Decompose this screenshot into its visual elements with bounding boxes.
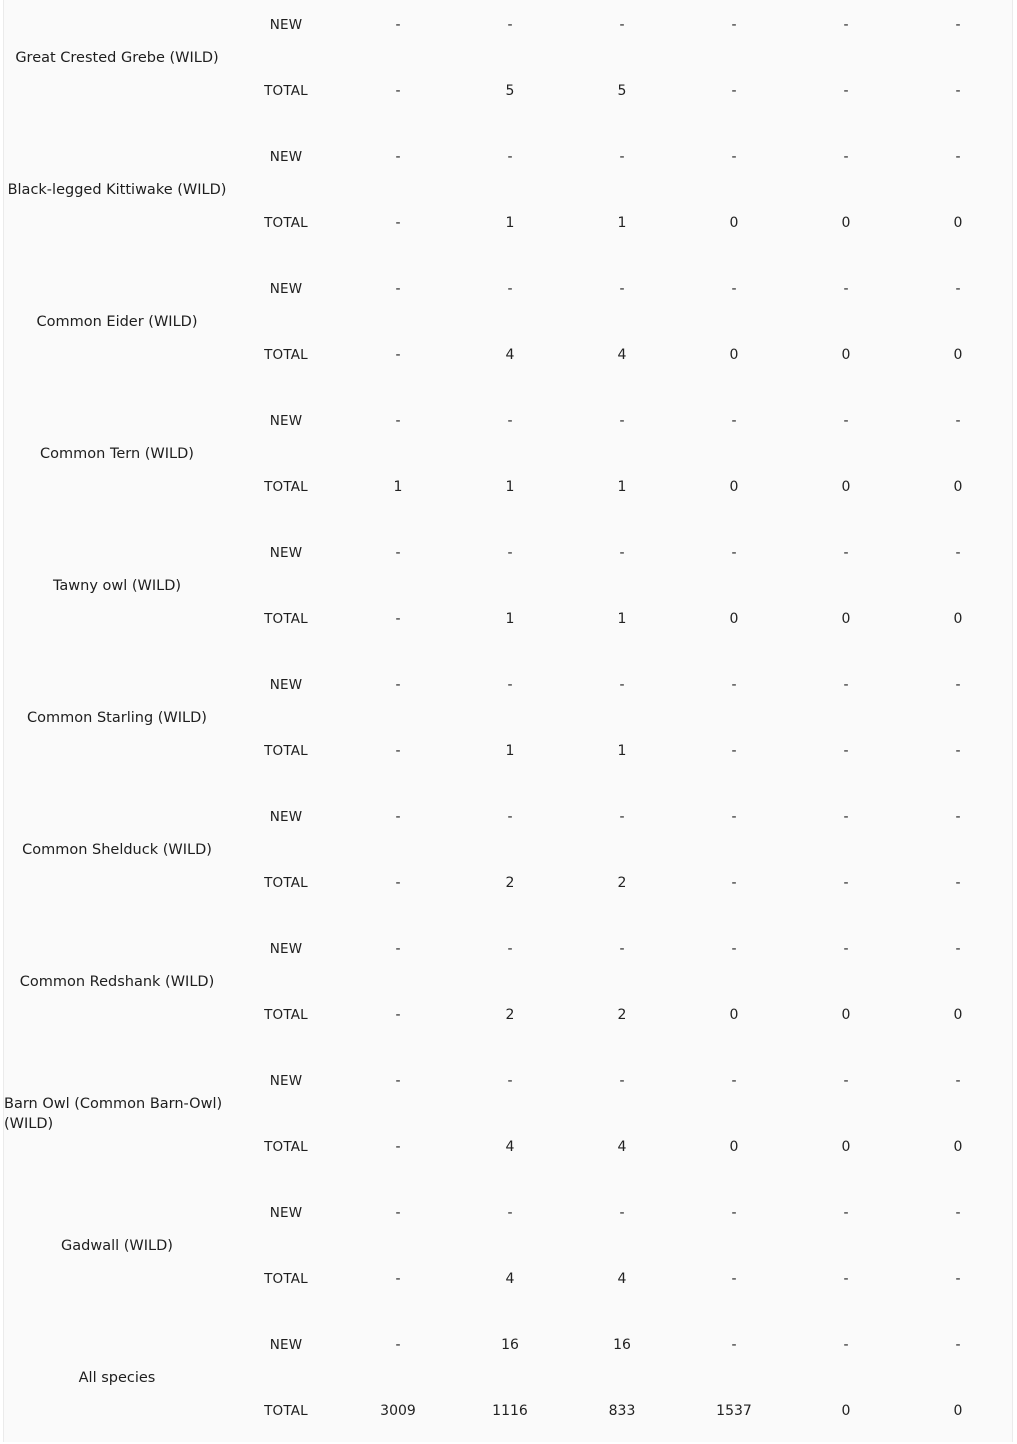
value-cell: - — [395, 545, 401, 561]
value-cell: 4 — [505, 347, 515, 363]
value-cell: - — [395, 809, 401, 825]
value-cell: 0 — [953, 1139, 963, 1155]
value-cell: 1 — [505, 743, 515, 759]
table-row-new — [4, 1312, 1014, 1378]
value-cell: - — [731, 1205, 737, 1221]
value-cell: - — [955, 809, 961, 825]
value-cell: 0 — [729, 215, 739, 231]
species-name: Common Shelduck (WILD) — [22, 842, 212, 858]
total-label: TOTAL — [264, 215, 308, 231]
value-cell: - — [843, 809, 849, 825]
value-cell: 0 — [953, 1007, 963, 1023]
value-cell: - — [395, 83, 401, 99]
value-cell: 4 — [617, 1271, 627, 1287]
value-cell: - — [843, 677, 849, 693]
value-cell: - — [955, 413, 961, 429]
table-row-new — [4, 388, 1014, 454]
value-cell: - — [731, 83, 737, 99]
value-cell: - — [507, 941, 513, 957]
value-cell: 0 — [953, 611, 963, 627]
total-label: TOTAL — [264, 743, 308, 759]
value-cell: - — [507, 17, 513, 33]
value-cell: - — [395, 347, 401, 363]
value-cell: 5 — [617, 83, 627, 99]
value-cell: - — [619, 149, 625, 165]
species-name: Barn Owl (Common Barn-Owl) (WILD) — [4, 1096, 223, 1132]
value-cell: - — [955, 1271, 961, 1287]
value-cell: - — [955, 941, 961, 957]
species-name: Great Crested Grebe (WILD) — [15, 50, 219, 66]
value-cell: - — [843, 743, 849, 759]
value-cell: - — [395, 1073, 401, 1089]
species-name: Common Eider (WILD) — [36, 314, 198, 330]
value-cell: - — [619, 1073, 625, 1089]
value-cell: 0 — [953, 1403, 963, 1419]
value-cell: - — [507, 149, 513, 165]
value-cell: - — [507, 1205, 513, 1221]
value-cell: 16 — [613, 1337, 631, 1353]
value-cell: - — [395, 149, 401, 165]
total-label: TOTAL — [264, 1139, 308, 1155]
species-name: Common Tern (WILD) — [40, 446, 194, 462]
value-cell: 1 — [393, 479, 403, 495]
value-cell: - — [395, 1007, 401, 1023]
value-cell: - — [731, 17, 737, 33]
value-cell: - — [395, 1337, 401, 1353]
new-label: NEW — [269, 545, 303, 561]
total-label: TOTAL — [264, 83, 308, 99]
value-cell: 833 — [608, 1403, 636, 1419]
value-cell: - — [843, 149, 849, 165]
value-cell: - — [955, 1073, 961, 1089]
table-row-new — [4, 916, 1014, 982]
value-cell: 0 — [729, 347, 739, 363]
total-label: TOTAL — [264, 611, 308, 627]
value-cell: - — [843, 1205, 849, 1221]
new-label: NEW — [269, 941, 303, 957]
value-cell: 0 — [729, 1007, 739, 1023]
value-cell: - — [507, 281, 513, 297]
table-row-new — [4, 256, 1014, 322]
table-row-new — [4, 520, 1014, 586]
value-cell: 4 — [617, 1139, 627, 1155]
species-name: Common Starling (WILD) — [27, 710, 207, 726]
value-cell: - — [731, 1337, 737, 1353]
value-cell: 2 — [505, 1007, 515, 1023]
table-row-new — [4, 1048, 1014, 1114]
value-cell: - — [395, 941, 401, 957]
value-cell: - — [619, 1205, 625, 1221]
new-label: NEW — [269, 413, 303, 429]
value-cell: - — [731, 413, 737, 429]
table-row-new — [4, 1180, 1014, 1246]
value-cell: - — [619, 413, 625, 429]
value-cell: - — [395, 281, 401, 297]
value-cell: 0 — [953, 215, 963, 231]
value-cell: - — [955, 1337, 961, 1353]
species-name: Tawny owl (WILD) — [52, 578, 182, 594]
value-cell: - — [619, 281, 625, 297]
species-name: Gadwall (WILD) — [61, 1238, 173, 1254]
species-name: Black-legged Kittiwake (WILD) — [7, 182, 227, 198]
species-stats-body — [4, 0, 1014, 1444]
total-label: TOTAL — [264, 875, 308, 891]
value-cell: - — [731, 149, 737, 165]
value-cell: - — [731, 809, 737, 825]
total-label: TOTAL — [264, 1007, 308, 1023]
value-cell: 0 — [841, 479, 851, 495]
value-cell: 0 — [729, 479, 739, 495]
value-cell: 0 — [841, 1403, 851, 1419]
value-cell: - — [731, 677, 737, 693]
value-cell: 1116 — [492, 1403, 528, 1419]
value-cell: 2 — [505, 875, 515, 891]
value-cell: 0 — [841, 347, 851, 363]
table-row-new — [4, 784, 1014, 850]
value-cell: - — [843, 1271, 849, 1287]
value-cell: - — [843, 281, 849, 297]
value-cell: - — [955, 875, 961, 891]
value-cell: - — [843, 17, 849, 33]
new-label: NEW — [269, 1205, 303, 1221]
value-cell: 0 — [841, 1007, 851, 1023]
value-cell: - — [507, 545, 513, 561]
value-cell: - — [619, 17, 625, 33]
value-cell: - — [395, 875, 401, 891]
value-cell: 5 — [505, 83, 515, 99]
table-row-new — [4, 652, 1014, 718]
value-cell: - — [731, 743, 737, 759]
new-label: NEW — [269, 1073, 303, 1089]
value-cell: 3009 — [380, 1403, 416, 1419]
value-cell: 2 — [617, 1007, 627, 1023]
value-cell: - — [507, 677, 513, 693]
value-cell: - — [731, 1073, 737, 1089]
value-cell: - — [395, 1205, 401, 1221]
value-cell: - — [843, 413, 849, 429]
value-cell: - — [395, 677, 401, 693]
value-cell: - — [507, 413, 513, 429]
value-cell: - — [955, 83, 961, 99]
value-cell: - — [395, 17, 401, 33]
new-label: NEW — [269, 149, 303, 165]
value-cell: - — [955, 149, 961, 165]
value-cell: 1 — [505, 479, 515, 495]
species-stats-panel — [3, 0, 1013, 1442]
value-cell: - — [619, 809, 625, 825]
value-cell: - — [843, 941, 849, 957]
value-cell: - — [955, 17, 961, 33]
new-label: NEW — [269, 17, 303, 33]
value-cell: - — [507, 809, 513, 825]
value-cell: - — [955, 677, 961, 693]
value-cell: - — [395, 611, 401, 627]
new-label: NEW — [269, 809, 303, 825]
total-label: TOTAL — [264, 347, 308, 363]
total-label: TOTAL — [264, 479, 308, 495]
value-cell: 1 — [505, 215, 515, 231]
species-name: Common Redshank (WILD) — [19, 974, 215, 990]
value-cell: - — [843, 83, 849, 99]
value-cell: - — [395, 215, 401, 231]
table-row-new — [4, 0, 1014, 58]
value-cell: 0 — [841, 215, 851, 231]
value-cell: - — [843, 875, 849, 891]
value-cell: - — [843, 1073, 849, 1089]
value-cell: 2 — [617, 875, 627, 891]
value-cell: - — [955, 1205, 961, 1221]
value-cell: 0 — [841, 611, 851, 627]
value-cell: - — [731, 545, 737, 561]
value-cell: 0 — [953, 347, 963, 363]
value-cell: - — [619, 941, 625, 957]
value-cell: 1 — [617, 743, 627, 759]
value-cell: - — [731, 875, 737, 891]
value-cell: - — [395, 743, 401, 759]
value-cell: 16 — [501, 1337, 519, 1353]
value-cell: - — [843, 545, 849, 561]
value-cell: 4 — [505, 1271, 515, 1287]
value-cell: 0 — [841, 1139, 851, 1155]
species-name: All species — [78, 1370, 156, 1386]
value-cell: - — [731, 1271, 737, 1287]
value-cell: - — [395, 413, 401, 429]
value-cell: - — [731, 941, 737, 957]
value-cell: - — [619, 545, 625, 561]
new-label: NEW — [269, 1337, 303, 1353]
value-cell: - — [955, 545, 961, 561]
value-cell: - — [395, 1139, 401, 1155]
value-cell: 0 — [729, 1139, 739, 1155]
new-label: NEW — [269, 281, 303, 297]
value-cell: 1 — [617, 611, 627, 627]
value-cell: 1 — [617, 479, 627, 495]
table-row-new — [4, 124, 1014, 190]
value-cell: - — [843, 1337, 849, 1353]
value-cell: 1537 — [716, 1403, 752, 1419]
value-cell: 0 — [729, 611, 739, 627]
value-cell: - — [731, 281, 737, 297]
total-label: TOTAL — [264, 1403, 308, 1419]
value-cell: - — [619, 677, 625, 693]
value-cell: - — [955, 281, 961, 297]
value-cell: 1 — [617, 215, 627, 231]
value-cell: 0 — [953, 479, 963, 495]
value-cell: 4 — [617, 347, 627, 363]
value-cell: - — [507, 1073, 513, 1089]
value-cell: 4 — [505, 1139, 515, 1155]
species-stats-table — [4, 0, 1014, 1444]
value-cell: 1 — [505, 611, 515, 627]
new-label: NEW — [269, 677, 303, 693]
total-label: TOTAL — [264, 1271, 308, 1287]
value-cell: - — [955, 743, 961, 759]
value-cell: - — [395, 1271, 401, 1287]
